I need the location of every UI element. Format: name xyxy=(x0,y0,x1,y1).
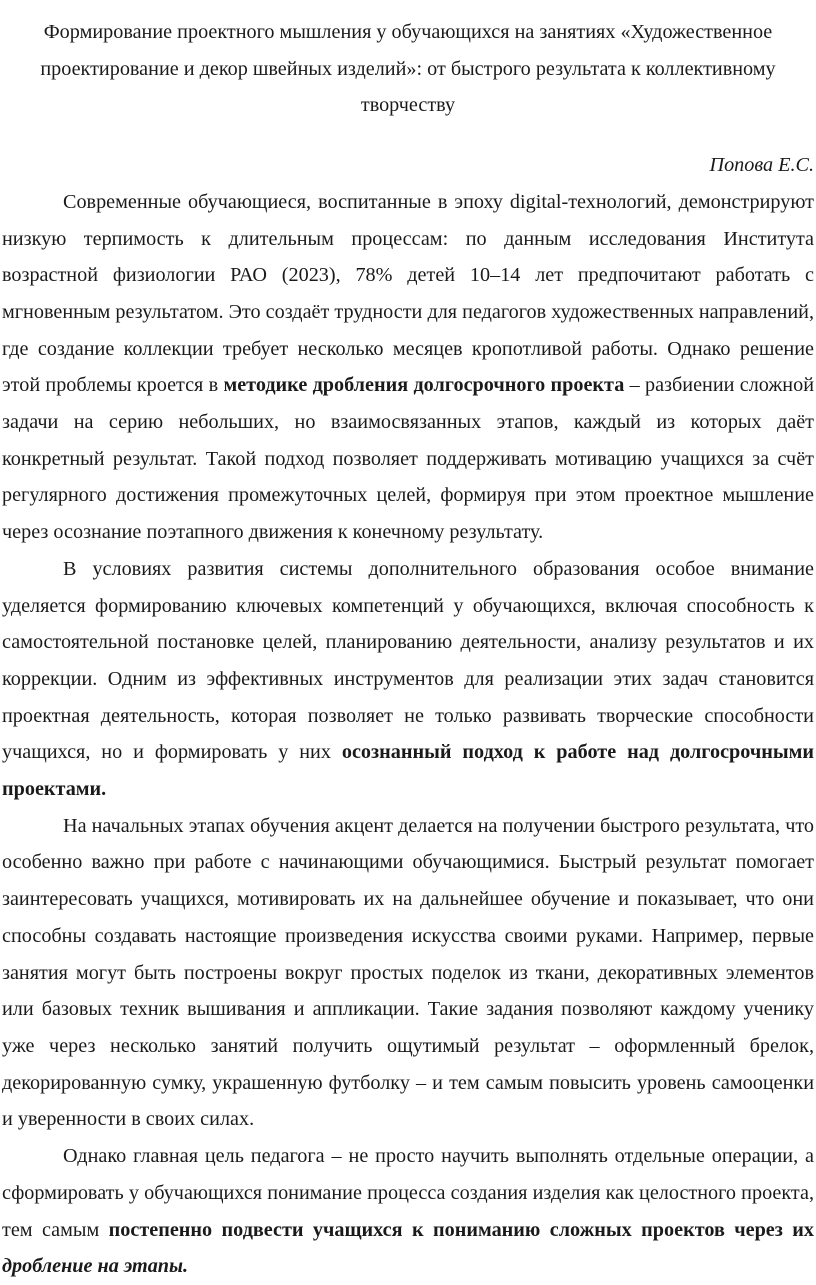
paragraph-text: – разбиении сложной задачи на серию небольших, но взаимосвязанных этапов, каждый из которых даёт конкретный результат. Такой подход позволяет поддерживать мотивацию учащихся за счёт регулярного достижения промежуточных целей, формируя при этом проектное мышление через осознание поэтапного движения к конечному результату. xyxy=(2,374,815,544)
paragraph-text: На начальных этапах обучения акцент делается на получении быстрого результата, что особенно важно при работе с начинающими обучающимися. Быстрый результат помогает заинтересовать учащихся, мотивировать их на дальнейшее обучение и показывает, что они способны создавать настоящие произведения искусства своими руками. Например, первые занятия могут быть построены вокруг простых поделок из ткани, декоративных элементов или базовых техник вышивания и аппликации. Такие задания позволяют каждому ученику уже через несколько занятий получить ощутимый результат – оформленный брелок, декорированную сумку, украшенную футболку – и тем самым повысить уровень самооценки и уверенности в своих силах. xyxy=(2,814,814,1131)
paragraph-3 xyxy=(2,808,814,1138)
paragraph-bold-text: осознанный подход к работе над долгосрочными проектами. xyxy=(2,741,814,801)
paragraph-bold-italic-text: дробление на этапы. xyxy=(2,1255,189,1278)
paragraph-bold-text: постепенно подвести учащихся к пониманию сложных проектов через их xyxy=(108,1218,815,1241)
paragraph-bold-text: методике дробления долгосрочного проекта xyxy=(223,374,625,397)
author-name: Попова Е.С. xyxy=(709,154,814,177)
paragraph-2 xyxy=(2,551,814,808)
paragraph-text: Однако главная цель педагога – не просто научить выполнять отдельные операции, а сформировать у обучающихся понимание процесса создания изделия как целостного проекта, тем самым xyxy=(2,1145,814,1241)
paragraph-text: В условиях развития системы дополнительного образования особое внимание уделяется формированию ключевых компетенций у обучающихся, включая способность к самостоятельной постановке целей, планированию деятельности, анализу результатов и их коррекции. Одним из эффективных инструментов для реализации этих задач становится проектная деятельность, которая позволяет не только развивать творческие способности учащихся, но и формировать у них xyxy=(2,557,814,764)
paragraph-text: Современные обучающиеся, воспитанные в эпоху digital-технологий, демонстрируют низкую терпимость к длительным процессам: по данным исследования Института возрастной физиологии РАО (2023), 78% детей 10–14 лет предпочитают работать с мгновенным результатом. Это создаёт трудности для педагогов художественных направлений, где создание коллекции требует несколько месяцев кропотливой работы. Однако решение этой проблемы кроется в xyxy=(2,190,814,397)
paragraph-4 xyxy=(2,1138,814,1285)
paragraph-1 xyxy=(2,184,814,551)
document-title: Формирование проектного мышления у обучающихся на занятиях «Художественное проектирование и декор швейных изделий»: от быстрого результата к коллективному творчеству xyxy=(40,21,776,117)
